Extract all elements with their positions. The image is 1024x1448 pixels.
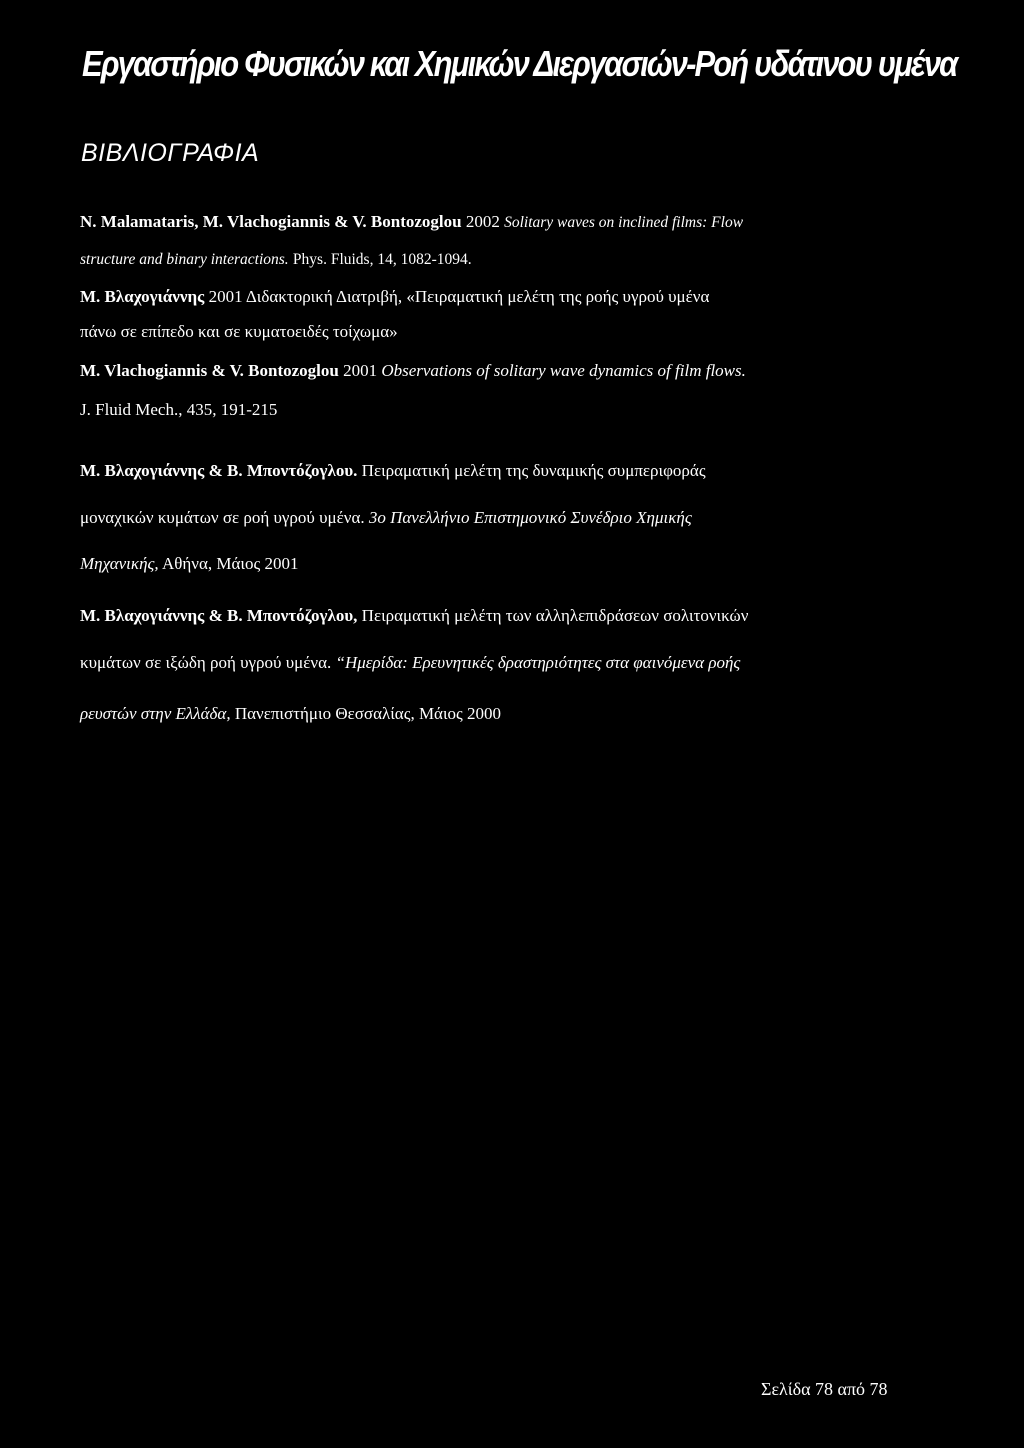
reference-1-title: Solitary waves on inclined films: Flow	[504, 214, 744, 231]
reference-3-title: Observations of solitary wave dynamics of film flows.	[381, 361, 746, 380]
reference-4-line-3	[80, 553, 298, 575]
reference-4-line-1	[80, 460, 706, 482]
reference-3-journal: J. Fluid Mech., 435, 191-215	[80, 400, 278, 419]
reference-4-place-date: Αθήνα, Μάιος 2001	[161, 554, 299, 573]
reference-1-line-2	[80, 248, 472, 271]
reference-1-line-1	[80, 211, 743, 234]
reference-4-authors: Μ. Βλαχογιάννης & Β. Μποντόζογλου.	[80, 461, 358, 480]
reference-3-line-2	[80, 399, 277, 421]
reference-2-line-2	[80, 321, 398, 343]
reference-5-line-3	[80, 703, 501, 725]
reference-5-line-1	[80, 605, 748, 627]
reference-2-line-1	[80, 286, 709, 308]
reference-2-text: 2001 Διδακτορική Διατριβή, «Πειραματική μελέτη της ροής υγρού υμένα	[208, 287, 710, 306]
reference-3-authors: M. Vlachogiannis & V. Bontozoglou	[80, 361, 339, 380]
reference-5-venue-cont: ρευστών στην Ελλάδα,	[80, 704, 231, 723]
reference-4-text: Πειραματική μελέτη της δυναμικής συμπεριφοράς	[361, 461, 706, 480]
page-number: Σελίδα 78 από 78	[761, 1379, 888, 1399]
reference-3-line-1	[80, 360, 746, 382]
reference-4-line-2	[80, 507, 692, 529]
section-title: ΒΙΒΛΙΟΓΡΑΦΙΑ	[81, 139, 260, 167]
reference-5-text: Πειραματική μελέτη των αλληλεπιδράσεων σολιτονικών	[361, 606, 749, 625]
reference-5-authors: Μ. Βλαχογιάννης & Β. Μποντόζογλου,	[80, 606, 358, 625]
reference-5-place-date: Πανεπιστήμιο Θεσσαλίας, Μάιος 2000	[234, 704, 502, 723]
reference-1-journal: Phys. Fluids, 14, 1082-1094.	[292, 251, 472, 268]
page-header-title: Εργαστήριο Φυσικών και Χημικών Διεργασιών-Ροή υδάτινου υμένα	[82, 43, 957, 84]
reference-5-venue: “Ημερίδα: Ερευνητικές δραστηριότητες στα φαινόμενα ροής	[335, 653, 741, 672]
reference-3-year: 2001	[343, 361, 378, 380]
reference-4-venue: 3ο Πανελλήνιο Επιστημονικό Συνέδριο Χημικής	[368, 508, 692, 527]
reference-2-text-cont: πάνω σε επίπεδο και σε κυματοειδές τοίχωμα»	[80, 322, 398, 341]
reference-5-line-2	[80, 652, 740, 674]
reference-1-year: 2002	[465, 212, 500, 231]
reference-4-text-cont: μοναχικών κυμάτων σε ροή υγρού υμένα.	[80, 508, 365, 527]
reference-2-authors: Μ. Βλαχογιάννης	[80, 287, 205, 306]
reference-5-text-cont: κυμάτων σε ιξώδη ροή υγρού υμένα.	[80, 653, 332, 672]
reference-1-title-cont: structure and binary interactions.	[80, 251, 289, 268]
reference-1-authors: N. Malamataris, M. Vlachogiannis & V. Bontozoglou	[80, 212, 462, 231]
reference-4-venue-cont: Μηχανικής,	[80, 554, 159, 573]
